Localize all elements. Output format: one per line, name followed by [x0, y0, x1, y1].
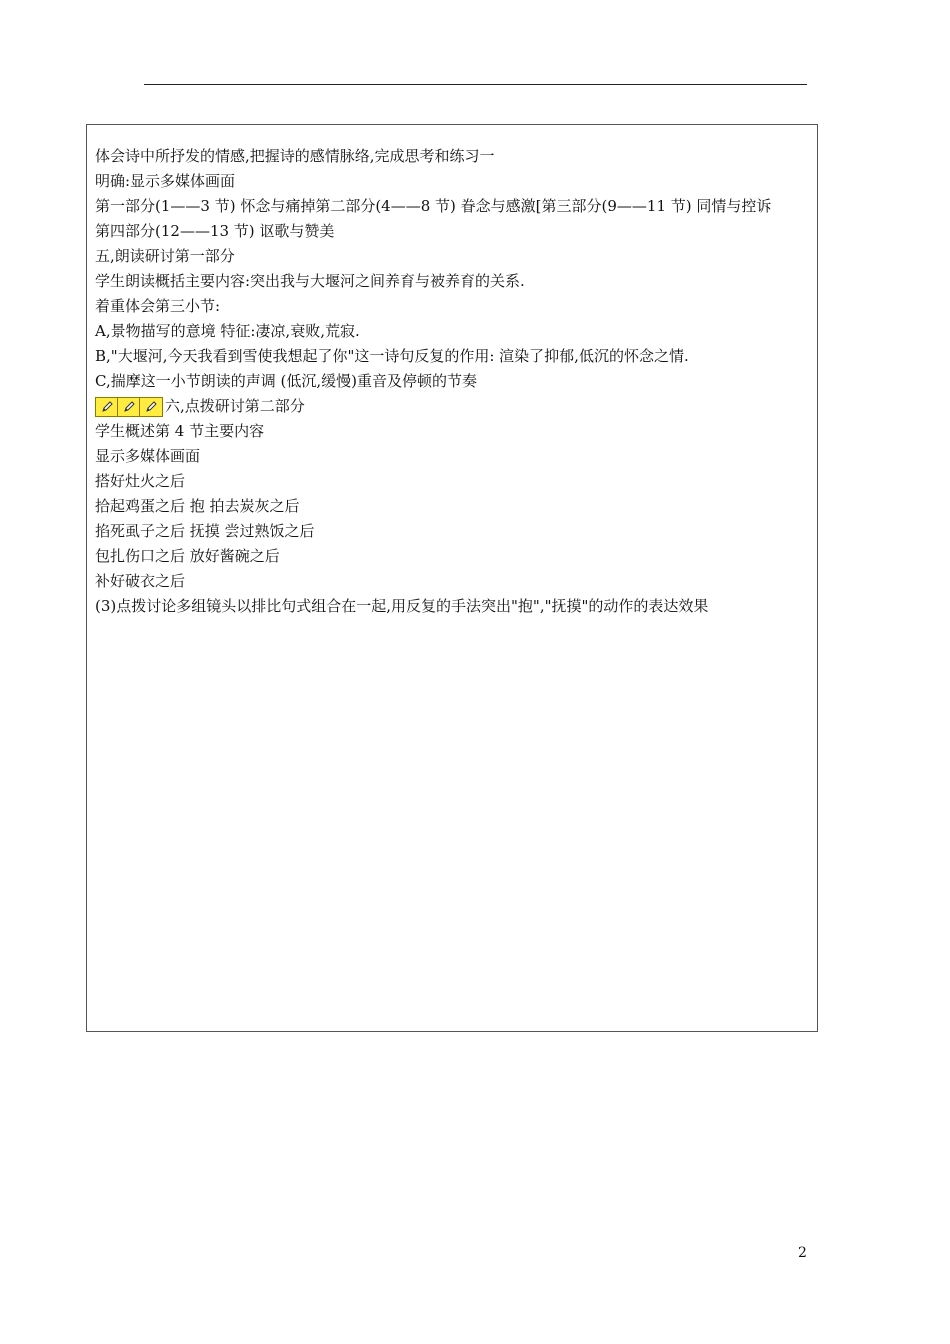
text-line: 体会诗中所抒发的情感,把握诗的感情脉络,完成思考和练习一 [95, 147, 495, 165]
text-line: (3)点拨讨论多组镜头以排比句式组合在一起,用反复的手法突出"抱","抚摸"的动作的表达效果 [95, 597, 709, 615]
text-line: 显示多媒体画面 [95, 447, 201, 465]
pencil-icon [118, 398, 140, 416]
page-number: 2 [798, 1245, 807, 1261]
text-line: B,"大堰河,今天我看到雪使我想起了你"这一诗句反复的作用: 渲染了抑郁,低沉的怀念之情. [95, 347, 689, 365]
pencil-icon-strip [95, 397, 163, 417]
text-line: 学生朗读概括主要内容:突出我与大堰河之间养育与被养育的关系. [95, 272, 525, 290]
text-line-label: 六,点拨研讨第二部分 [165, 397, 305, 415]
header-rule [144, 84, 807, 85]
text-line: A,景物描写的意境 特征:凄凉,衰败,荒寂. [95, 322, 360, 340]
text-line-with-icons [95, 394, 813, 419]
text-line: 明确:显示多媒体画面 [95, 172, 236, 190]
text-line: 第四部分(12——13 节) 讴歌与赞美 [95, 222, 335, 240]
pencil-icon [140, 398, 162, 416]
text-line: 着重体会第三小节: [95, 297, 221, 315]
text-line: C,揣摩这一小节朗读的声调 (低沉,缓慢)重音及停顿的节奏 [95, 372, 477, 390]
text-line: 学生概述第 4 节主要内容 [95, 422, 265, 440]
text-line: 拾起鸡蛋之后 抱 拍去炭灰之后 [95, 497, 300, 515]
text-line: 第一部分(1——3 节) 怀念与痛掉第二部分(4——8 节) 眷念与感激[第三部分(9——11 节) 同情与控诉 [95, 197, 772, 215]
text-line: 包扎伤口之后 放好酱碗之后 [95, 547, 280, 565]
text-line: 补好破衣之后 [95, 572, 186, 590]
text-line: 掐死虱子之后 抚摸 尝过熟饭之后 [95, 522, 315, 540]
text-line: 搭好灶火之后 [95, 472, 186, 490]
text-line: 五,朗读研讨第一部分 [95, 247, 235, 265]
content-box [86, 124, 818, 1032]
text-block [95, 144, 813, 619]
pencil-icon [96, 398, 118, 416]
